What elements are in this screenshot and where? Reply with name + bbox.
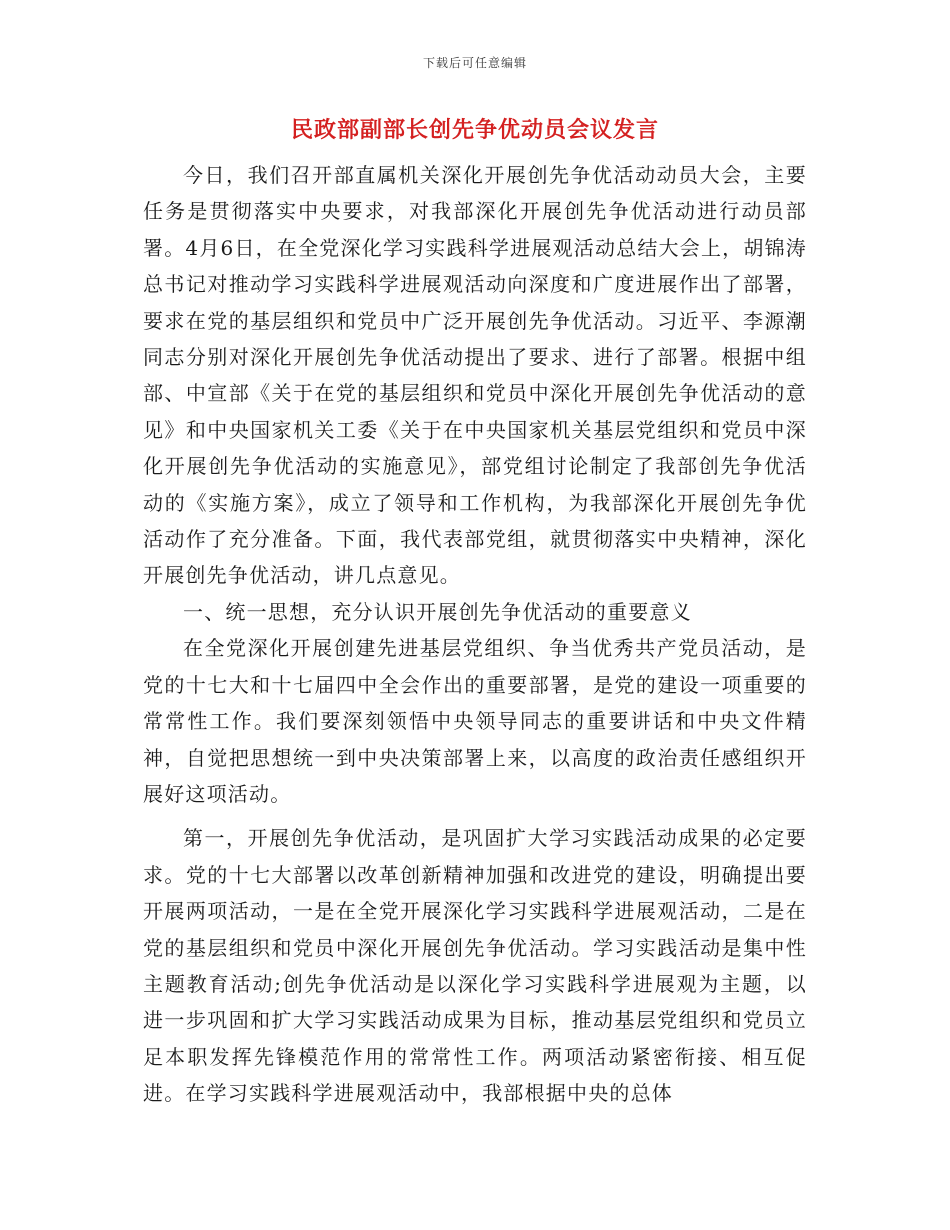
paragraph-section-1: 在全党深化开展创建先进基层党组织、争当优秀共产党员活动，是党的十七大和十七届四中全会作出的重要部署，是党的建设一项重要的常常性工作。我们要深刻领悟中央领导同志的重要讲话和中央文件精神，自觉把思想统一到中央决策部署上来，以高度的政治责任感组织开展好这项活动。 xyxy=(143,636,807,806)
document-body xyxy=(143,157,807,1112)
header-note: 下载后可任意编辑 xyxy=(422,56,527,70)
paragraph-intro: 今日，我们召开部直属机关深化开展创先争优活动动员大会，主要任务是贯彻落实中央要求，对我部深化开展创先争优活动进行动员部署。4月6日，在全党深化学习实践科学进展观活动总结大会上，胡锦涛总书记对推动学习实践科学进展观活动向深度和广度进展作出了部署，要求在党的基层组织和党员中广泛开展创先争优活动。习近平、李源潮同志分别对深化开展创先争优活动提出了要求、进行了部署。根据中组部、中宣部《关于在党的基层组织和党员中深化开展创先争优活动的意见》和中央国家机关工委《关于在中央国家机关基层党组织和党员中深化开展创先争优活动的实施意见》，部党组讨论制定了我部创先争优活动的《实施方案》，成立了领导和工作机构，为我部深化开展创先争优活动作了充分准备。下面，我代表部党组，就贯彻落实中央精神，深化开展创先争优活动，讲几点意见。 xyxy=(143,163,807,588)
paragraph-point-1: 第一，开展创先争优活动，是巩固扩大学习实践活动成果的必定要求。党的十七大部署以改革创新精神加强和改进党的建设，明确提出要开展两项活动，一是在全党开展深化学习实践科学进展观活动，二是在党的基层组织和党员中深化开展创先争优活动。学习实践活动是集中性主题教育活动;创先争优活动是以深化学习实践科学进展观为主题，以进一步巩固和扩大学习实践活动成果为目标，推动基层党组织和党员立足本职发挥先锋模范作用的常常性工作。两项活动紧密衔接、相互促进。在学习实践科学进展观活动中，我部根据中央的总体 xyxy=(143,826,807,1106)
document-title: 民政部副部长创先争优动员会议发言 xyxy=(290,117,659,143)
section-heading-1: 一、统一思想，充分认识开展创先争优活动的重要意义 xyxy=(183,599,692,624)
